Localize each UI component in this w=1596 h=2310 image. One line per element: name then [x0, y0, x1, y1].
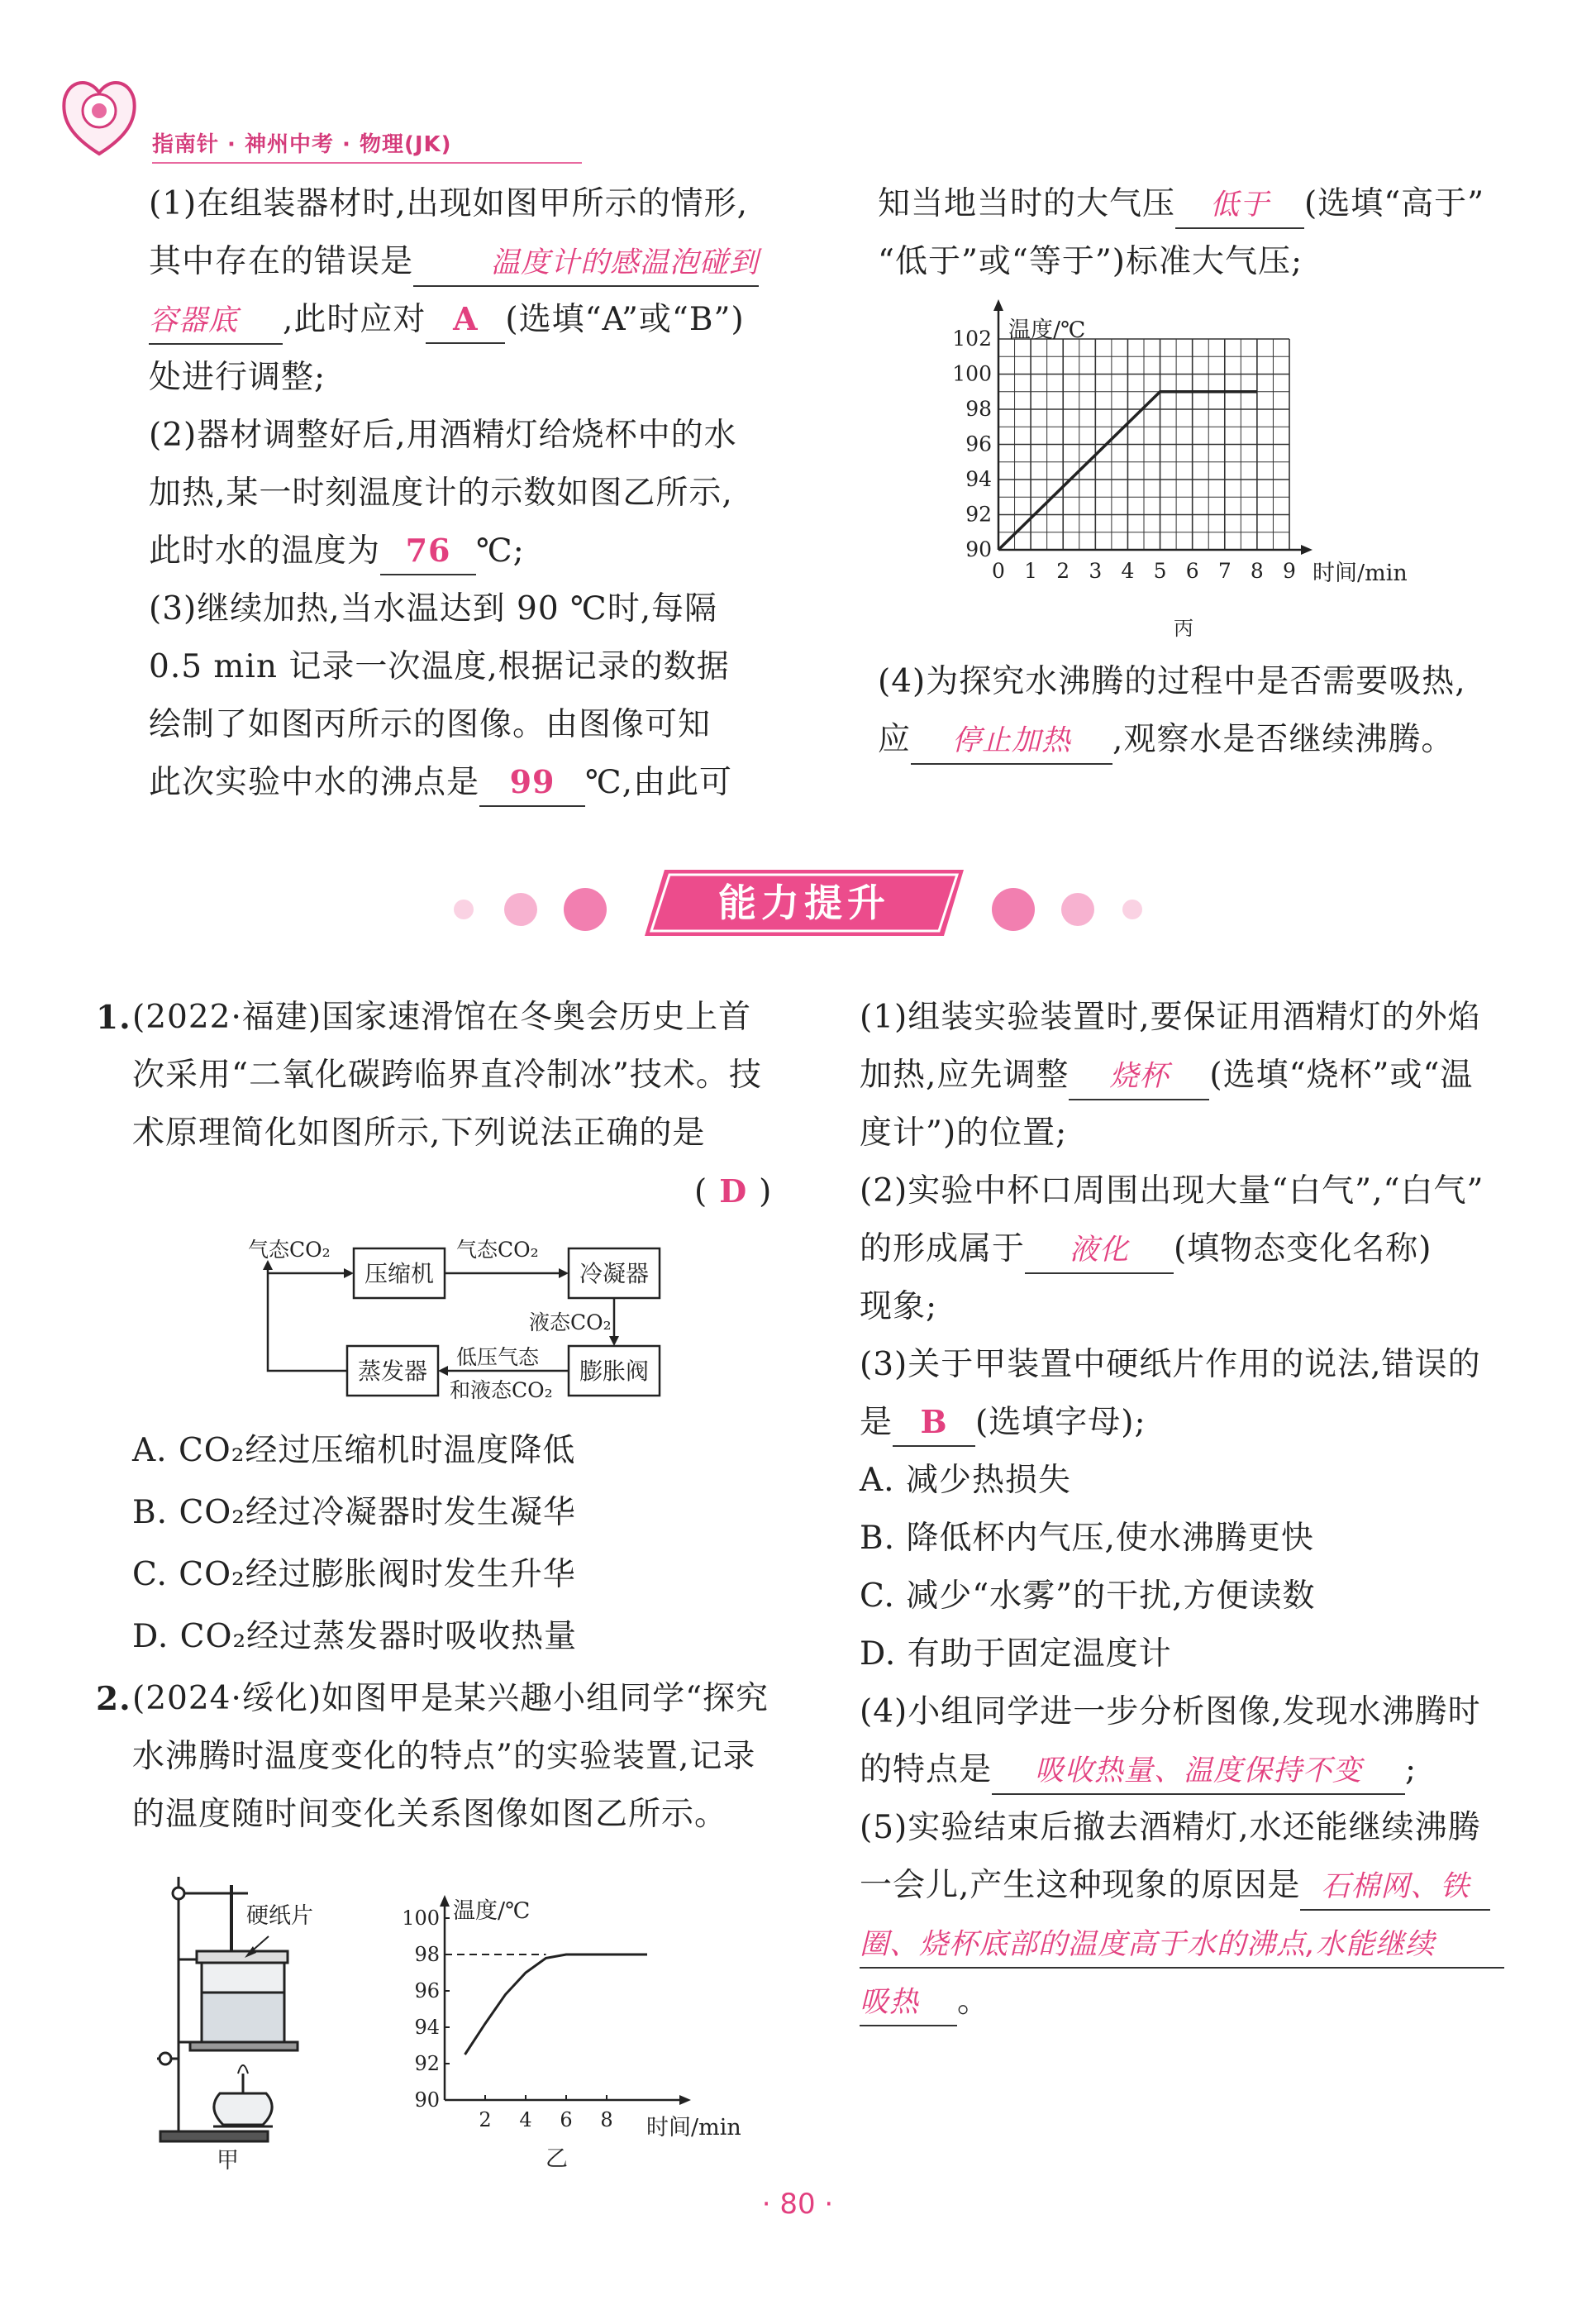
q2-part-line: 吸热 。 — [860, 1973, 990, 2031]
x-tick-label: 2 — [1056, 559, 1070, 583]
q-line: 此时水的温度为 76 ℃; — [149, 523, 525, 580]
header-rule — [152, 162, 582, 164]
q2-line: (2024·绥化)如图甲是某兴趣小组同学“探究 — [132, 1680, 769, 1717]
answer-pressure: 低于 — [1210, 189, 1270, 222]
banner-dot — [564, 888, 607, 931]
chart-yi-caption: 乙 — [545, 2146, 568, 2172]
q2-option: A. 减少热损失 — [860, 1462, 1071, 1499]
y-tick-label: 92 — [414, 2052, 440, 2075]
banner-dot — [454, 900, 474, 919]
co2-cycle-diagram — [240, 1232, 686, 1414]
q-line: 此次实验中水的沸点是 99 ℃,由此可 — [149, 754, 732, 812]
apparatus-figure — [149, 1860, 364, 2174]
y-tick-label: 102 — [952, 327, 992, 351]
y-tick-label: 94 — [965, 467, 992, 491]
y-tick-label: 96 — [414, 1979, 440, 2002]
valve-label: 膨胀阀 — [579, 1358, 650, 1385]
chart-yi-series — [465, 1954, 648, 2055]
y-tick-label: 100 — [952, 361, 992, 386]
q-line: 知当地当时的大气压 低于 (选填“高于” — [878, 175, 1484, 233]
low-pressure-label-2: 和液态CO₂ — [450, 1378, 553, 1402]
x-tick-label: 1 — [1024, 559, 1038, 583]
q-line: 容器底 ,此时应对 A (选填“A”或“B”) — [149, 291, 745, 349]
answer-adjust: A — [453, 300, 479, 337]
x-tick-label: 9 — [1283, 559, 1296, 583]
y-tick-label: 98 — [965, 397, 992, 421]
q-line: 处进行调整; — [149, 359, 326, 396]
q2-part-line: (2)实验中杯口周围出现大量“白气”,“白气” — [860, 1172, 1484, 1210]
chart-bing-ylabel: 温度/℃ — [1008, 317, 1086, 343]
q-line: “低于”或“等于”)标准大气压; — [878, 243, 1303, 280]
answer-q2-5b: 圈、烧杯底部的温度高于水的沸点,水能继续 — [860, 1928, 1436, 1961]
footer-dot-icon: · — [815, 2188, 834, 2221]
answer-q4: 停止加热 — [952, 724, 1072, 757]
footer-dot-icon: · — [761, 2188, 780, 2221]
q-line: 绘制了如图丙所示的图像。由图像可知 — [149, 706, 712, 743]
q1-answer: ( D ) — [694, 1172, 773, 1210]
x-tick-label: 6 — [560, 2108, 573, 2131]
cardboard-label: 硬纸片 — [246, 1903, 313, 1929]
q1-option: D. CO₂经过蒸发器时吸收热量 — [132, 1618, 578, 1655]
y-tick-label: 92 — [965, 502, 992, 527]
answer-q2-1: 烧杯 — [1109, 1060, 1170, 1093]
q1-number: 1. — [96, 999, 131, 1037]
answer-temp: 76 — [405, 532, 451, 569]
gas-co2-label: 气态CO₂ — [456, 1238, 539, 1262]
gas-co2-label: 气态CO₂ — [248, 1238, 331, 1262]
y-tick-label: 90 — [414, 2088, 440, 2112]
answer-q1: D — [719, 1172, 748, 1210]
banner-dot — [1061, 893, 1094, 926]
q2-part-line — [860, 1915, 1504, 1973]
page-number: · 80 · — [761, 2188, 834, 2221]
x-tick-label: 3 — [1089, 559, 1103, 583]
x-tick-label: 8 — [1250, 559, 1264, 583]
banner-dot — [504, 893, 537, 926]
q-line: (1)在组装器材时,出现如图甲所示的情形, — [149, 185, 749, 222]
chart-yi-ylabel: 温度/℃ — [453, 1898, 531, 1924]
header-series: 指南针 · 神州中考 · 物理(JK) — [152, 132, 452, 157]
answer-error: 温度计的感温泡碰到 — [491, 246, 760, 279]
x-tick-label: 2 — [479, 2108, 492, 2131]
answer-boil: 99 — [509, 763, 555, 800]
liquid-co2-label: 液态CO₂ — [529, 1310, 612, 1334]
answer-error-cont: 容器底 — [149, 304, 239, 337]
q2-option: D. 有助于固定温度计 — [860, 1635, 1172, 1673]
q2-part-line: 度计”)的位置; — [860, 1114, 1068, 1152]
evaporator-label: 蒸发器 — [357, 1358, 428, 1385]
banner — [645, 870, 964, 936]
x-tick-label: 7 — [1217, 559, 1232, 583]
q-line: (2)器材调整好后,用酒精灯给烧杯中的水 — [149, 417, 737, 454]
q2-option: C. 减少“水雾”的干扰,方便读数 — [860, 1577, 1316, 1615]
q1-line: (2022·福建)国家速滑馆在冬奥会历史上首 — [132, 999, 752, 1036]
low-pressure-label: 低压气态 — [456, 1345, 540, 1369]
chart-bing — [942, 298, 1471, 645]
q2-part-line: 现象; — [860, 1288, 938, 1325]
q1-line: 术原理简化如图所示,下列说法正确的是 — [132, 1114, 706, 1152]
y-tick-label: 94 — [414, 2016, 440, 2039]
y-tick-label: 96 — [965, 432, 992, 456]
q2-line: 的温度随时间变化关系图像如图乙所示。 — [132, 1796, 728, 1833]
banner-dot — [992, 888, 1035, 931]
chart-bing-caption: 丙 — [1174, 617, 1193, 640]
x-tick-label: 4 — [519, 2108, 532, 2131]
x-tick-label: 0 — [992, 559, 1005, 583]
q-line: 加热,某一时刻温度计的示数如图乙所示, — [149, 475, 733, 512]
q2-part-line: 的特点是 吸收热量、温度保持不变 ; — [860, 1741, 1417, 1799]
q2-part-line: (1)组装实验装置时,要保证用酒精灯的外焰 — [860, 999, 1481, 1036]
logo — [56, 71, 142, 160]
x-tick-label: 6 — [1185, 559, 1199, 583]
q1-line: 次采用“二氧化碳跨临界直冷制冰”技术。技 — [132, 1057, 762, 1094]
compressor-label: 压缩机 — [364, 1260, 435, 1287]
q2-part-line: 加热,应先调整 烧杯 (选填“烧杯”或“温 — [860, 1047, 1473, 1105]
chart-bing-xlabel: 时间/min — [1313, 561, 1408, 586]
q-line: (4)为探究水沸腾的过程中是否需要吸热, — [878, 663, 1466, 700]
q2-part-line: (5)实验结束后撤去酒精灯,水还能继续沸腾 — [860, 1809, 1481, 1846]
answer-q2-4: 吸收热量、温度保持不变 — [1035, 1754, 1363, 1787]
fig-jia-caption: 甲 — [217, 2148, 239, 2174]
q-line: 0.5 min 记录一次温度,根据记录的数据 — [149, 648, 730, 685]
q1-option: B. CO₂经过冷凝器时发生凝华 — [132, 1494, 576, 1531]
y-tick-label: 90 — [965, 537, 992, 561]
condenser-label: 冷凝器 — [579, 1260, 650, 1287]
chart-yi-xlabel: 时间/min — [646, 2115, 741, 2141]
q2-option: B. 降低杯内气压,使水沸腾更快 — [860, 1520, 1314, 1557]
banner-title: 能力提升 — [718, 881, 890, 925]
answer-q2-2: 液化 — [1070, 1234, 1130, 1267]
q2-part-line: 是 B (选填字母); — [860, 1394, 1146, 1452]
banner-dot — [1122, 900, 1142, 919]
q2-part-line: (4)小组同学进一步分析图像,发现水沸腾时 — [860, 1693, 1481, 1730]
q2-part-line: (3)关于甲装置中硬纸片作用的说法,错误的 — [860, 1346, 1481, 1383]
q2-line: 水沸腾时温度变化的特点”的实验装置,记录 — [132, 1738, 756, 1775]
q1-option: C. CO₂经过膨胀阀时发生升华 — [132, 1556, 576, 1593]
q2-number: 2. — [96, 1680, 131, 1718]
y-tick-label: 100 — [402, 1907, 440, 1930]
q-line: (3)继续加热,当水温达到 90 ℃时,每隔 — [149, 590, 718, 628]
q1-option: A. CO₂经过压缩机时温度降低 — [132, 1432, 576, 1469]
x-tick-label: 8 — [600, 2108, 613, 2131]
answer-q2-5c: 吸热 — [860, 1986, 920, 2019]
q2-part-line: 的形成属于 液化 (填物态变化名称) — [860, 1220, 1432, 1278]
q2-part-line: 一会儿,产生这种现象的原因是 石棉网、铁 — [860, 1857, 1490, 1915]
y-tick-label: 98 — [414, 1943, 440, 1966]
chart-yi — [388, 1893, 777, 2183]
answer-q2-5a: 石棉网、铁 — [1321, 1870, 1470, 1903]
x-tick-label: 5 — [1153, 559, 1167, 583]
q-line: 其中存在的错误是 温度计的感温泡碰到 — [149, 233, 759, 291]
answer-q2-3: B — [920, 1403, 948, 1440]
x-tick-label: 4 — [1121, 559, 1135, 583]
q-line: 应 停止加热 ,观察水是否继续沸腾。 — [878, 711, 1454, 769]
